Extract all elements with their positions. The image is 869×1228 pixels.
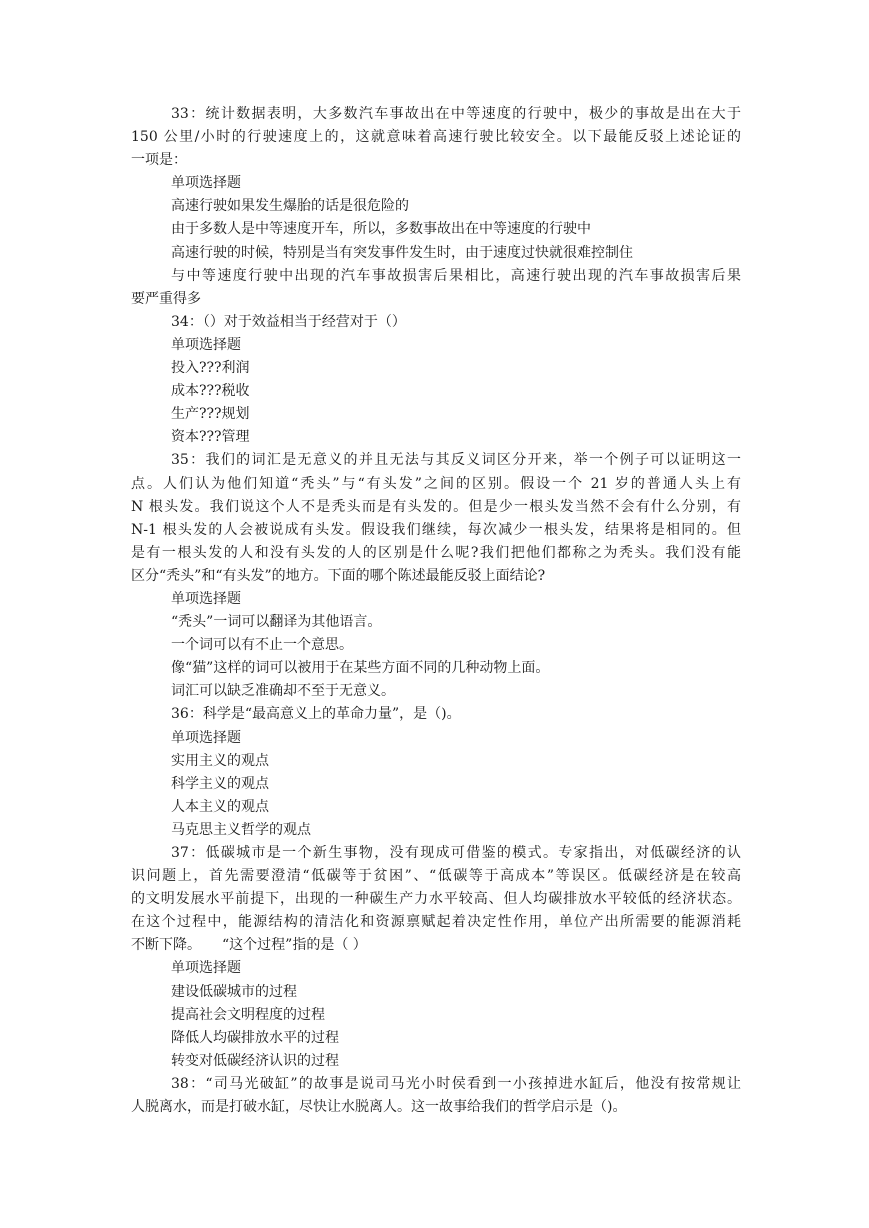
question-stem-line: 33：统计数据表明，大多数汽车事故出在中等速度的行驶中，极少的事故是出在大于	[171, 106, 741, 122]
question-stem-line: N-1 根头发的人会被说成有头发。假设我们继续，每次减少一根头发，结果将是相同的。但	[131, 521, 741, 538]
question-stem-line: 38：“司马光破缸”的故事是说司马光小时侯看到一小孩掉进水缸后，他没有按常规让	[171, 1075, 741, 1092]
option-c: 高速行驶的时候，特别是当有突发事件发生时，由于速度过快就很难控制住	[171, 244, 633, 261]
question-type: 单项选择题	[171, 175, 241, 192]
option-c: 像“猫”这样的词可以被用于在某些方面不同的几种动物上面。	[171, 660, 550, 677]
question-34	[131, 311, 741, 450]
question-stem-line: 在这个过程中，能源结构的清洁化和资源禀赋起着决定性作用，单位产出所需要的能源消耗	[131, 914, 741, 931]
question-stem-line: 区分“秃头”和“有头发”的地方。下面的哪个陈述最能反驳上面结论?	[131, 567, 546, 584]
document-body	[131, 103, 741, 1119]
option-c: 人本主义的观点	[171, 798, 269, 815]
option-a: “秃头”一词可以翻译为其他语言。	[171, 614, 382, 631]
question-stem-line: 的文明发展水平前提下，出现的一种碳生产力水平较高、但人均碳排放水平较低的经济状态。	[131, 891, 741, 908]
question-stem-line: 不断下降。 “这个过程”指的是（ ）	[131, 937, 367, 954]
option-a: 投入???利润	[171, 360, 250, 377]
question-33	[131, 103, 741, 311]
option-c: 降低人均碳排放水平的过程	[171, 1029, 339, 1046]
question-type: 单项选择题	[171, 729, 241, 746]
question-stem-line: 识问题上，首先需要澄清“低碳等于贫困”、“低碳等于高成本”等误区。低碳经济是在较高	[131, 868, 741, 885]
question-stem-line: 34：（）对于效益相当于经营对于（）	[171, 313, 406, 330]
question-type: 单项选择题	[171, 590, 241, 607]
question-stem-line: N 根头发。我们说这个人不是秃头而是有头发的。但是少一根头发当然不会有什么分别，有	[131, 498, 741, 515]
option-a: 高速行驶如果发生爆胎的话是很危险的	[171, 198, 409, 215]
option-d: 资本???管理	[171, 429, 250, 446]
option-a: 实用主义的观点	[171, 752, 269, 769]
question-36	[131, 703, 741, 842]
option-b: 提高社会文明程度的过程	[171, 1006, 325, 1023]
option-d-continued: 要严重得多	[131, 290, 201, 307]
question-stem-line: 人脱离水，而是打破水缸，尽快让水脱离人。这一故事给我们的哲学启示是（)。	[131, 1099, 627, 1116]
question-stem-line: 35：我们的词汇是无意义的并且无法与其反义词区分开来，举一个例子可以证明这一	[171, 452, 741, 469]
option-d: 转变对低碳经济认识的过程	[171, 1052, 339, 1069]
question-35	[131, 449, 741, 703]
question-stem-line: 37：低碳城市是一个新生事物，没有现成可借鉴的模式。专家指出，对低碳经济的认	[171, 845, 741, 861]
option-c: 生产???规划	[171, 406, 250, 423]
question-type: 单项选择题	[171, 960, 241, 977]
question-stem-line: 是有一根头发的人和没有头发的人的区别是什么呢?我们把他们都称之为秃头。我们没有能	[131, 544, 741, 561]
question-type: 单项选择题	[171, 336, 241, 353]
option-b: 科学主义的观点	[171, 775, 269, 792]
option-a: 建设低碳城市的过程	[171, 983, 297, 1000]
question-stem-line: 36：科学是“最高意义上的革命力量”，是（)。	[171, 706, 461, 723]
option-d: 词汇可以缺乏准确却不至于无意义。	[171, 683, 395, 700]
question-37	[131, 842, 741, 1073]
question-stem-line: 150 公里/小时的行驶速度上的，这就意味着高速行驶比较安全。以下最能反驳上述论证的	[131, 129, 741, 146]
option-b: 成本???税收	[171, 383, 250, 400]
question-38	[131, 1073, 741, 1119]
question-stem-line: 一项是：	[131, 152, 187, 169]
option-b: 由于多数人是中等速度开车，所以，多数事故出在中等速度的行驶中	[171, 221, 591, 238]
option-d: 与中等速度行驶中出现的汽车事故损害后果相比，高速行驶出现的汽车事故损害后果	[171, 267, 741, 284]
option-d: 马克思主义哲学的观点	[171, 821, 311, 838]
option-b: 一个词可以有不止一个意思。	[171, 637, 353, 654]
question-stem-line: 点。人们认为他们知道“秃头”与“有头发”之间的区别。假设一个 21 岁的普通人头上有	[131, 475, 741, 492]
